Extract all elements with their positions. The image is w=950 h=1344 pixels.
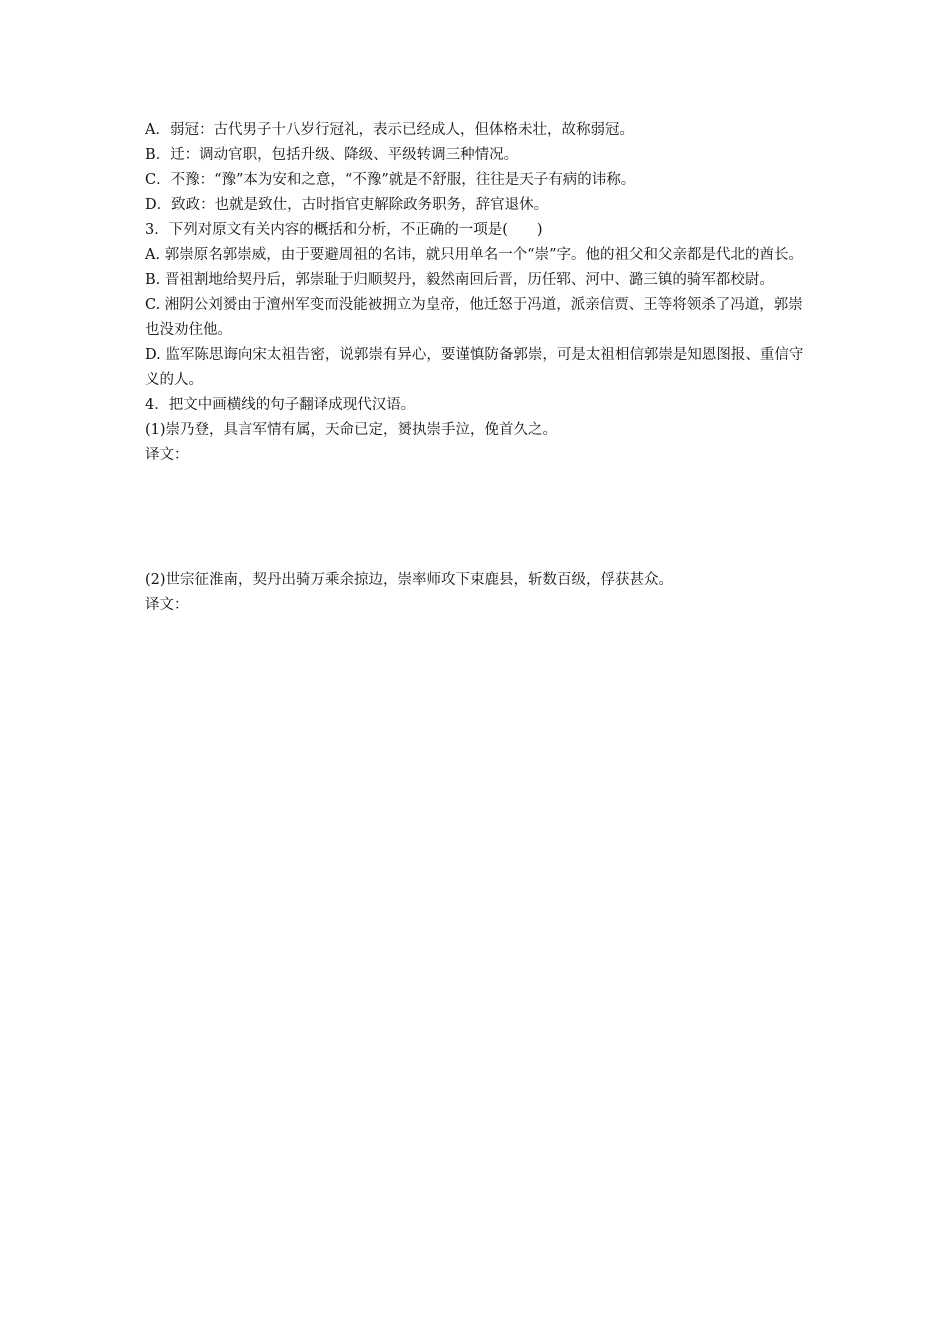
q2-option-d: D．致政：也就是致仕，古时指官吏解除政务职务，辞官退休。 — [145, 197, 549, 213]
q4-stem: 4．把文中画横线的句子翻译成现代汉语。 — [145, 397, 416, 413]
q4-item-2-translation-label: 译文： — [145, 597, 189, 613]
q3-option-b: B. 晋祖割地给契丹后，郭崇耻于归顺契丹，毅然南回后晋，历任郓、河中、潞三镇的骑军都校尉。 — [145, 272, 774, 288]
q4-item-2-sentence: (2)世宗征淮南，契丹出骑万乘余掠边，崇率师攻下束鹿县，斩数百级，俘获甚众。 — [145, 572, 674, 588]
q4-item-1-sentence: (1)崇乃登，具言军情有属，天命已定，赟执崇手泣，俛首久之。 — [145, 422, 558, 438]
q2-option-c: C．不豫：“豫”本为安和之意，“不豫”就是不舒服，往往是天子有病的讳称。 — [145, 172, 636, 188]
q2-option-b: B．迁：调动官职，包括升级、降级、平级转调三种情况。 — [145, 147, 519, 163]
q2-option-a: A．弱冠：古代男子十八岁行冠礼，表示已经成人，但体格未壮，故称弱冠。 — [145, 122, 634, 138]
q3-option-a: A. 郭崇原名郭崇威，由于要避周祖的名讳，就只用单名一个“崇”字。他的祖父和父亲都是代北的酋长。 — [145, 247, 804, 263]
translation-answer-space — [145, 468, 810, 568]
q4-item-1-translation-label: 译文： — [145, 447, 189, 463]
q3-option-c: C. 湘阴公刘赟由于澶州军变而没能被拥立为皇帝，他迁怒于冯道，派亲信贾、王等将领杀了冯道，郭崇也没劝住他。 — [145, 297, 803, 338]
question-content — [145, 118, 810, 618]
q3-option-d: D. 监军陈思诲向宋太祖告密，说郭崇有异心，要谨慎防备郭崇，可是太祖相信郭崇是知恩图报、重信守义的人。 — [145, 347, 804, 388]
q3-stem: 3．下列对原文有关内容的概括和分析，不正确的一项是( ) — [145, 222, 543, 238]
